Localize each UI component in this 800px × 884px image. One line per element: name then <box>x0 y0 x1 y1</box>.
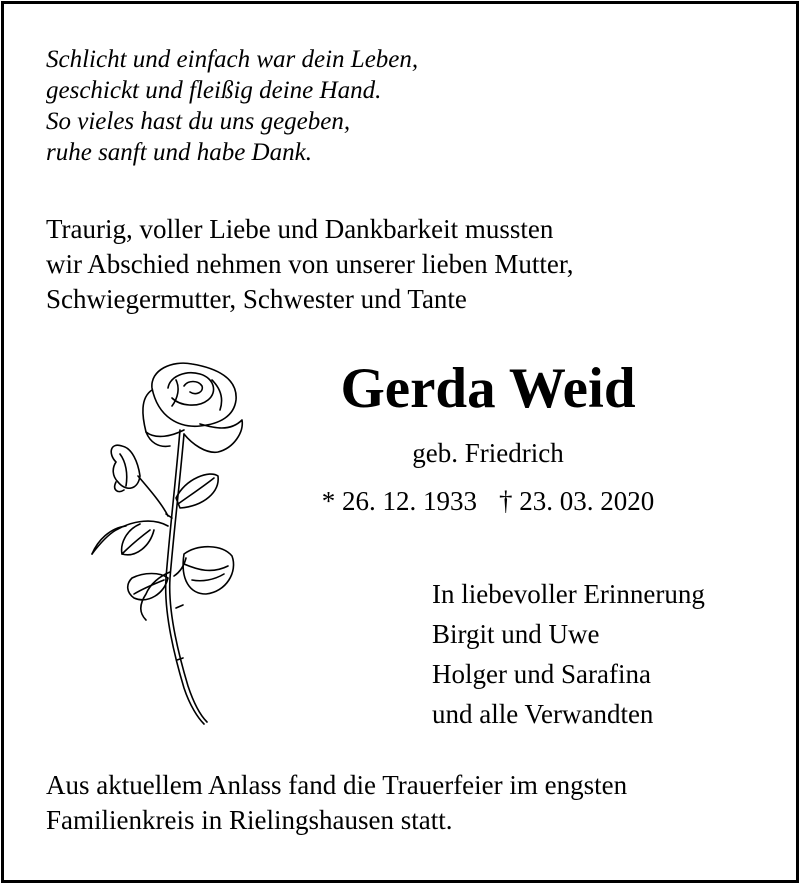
poem-line: Schlicht und einfach war dein Leben, <box>46 46 419 73</box>
maiden-name: geb. Friedrich <box>412 438 564 468</box>
death-date: † 23. 03. 2020 <box>499 486 655 516</box>
mourner-line: Birgit und Uwe <box>432 619 600 649</box>
deceased-name: Gerda Weid <box>340 357 636 420</box>
mourner-line: Holger und Sarafina <box>432 659 651 689</box>
note-line: Familienkreis in Rielingshausen statt. <box>46 805 453 835</box>
intro-line: Schwiegermutter, Schwester und Tante <box>46 284 467 314</box>
poem-line: ruhe sanft und habe Dank. <box>46 139 312 166</box>
rose-illustration-icon <box>80 358 260 730</box>
funeral-note <box>46 768 627 838</box>
intro-line: wir Abschied nehmen von unserer lieben Mutter, <box>46 249 574 279</box>
poem-line: geschickt und fleißig deine Hand. <box>46 77 382 104</box>
note-line: Aus aktuellem Anlass fand die Trauerfeier im engsten <box>46 770 628 800</box>
intro-line: Traurig, voller Liebe und Dankbarkeit mussten <box>46 214 554 244</box>
poem <box>46 44 418 168</box>
life-dates <box>288 484 688 518</box>
intro-text <box>46 212 574 317</box>
mourner-line: und alle Verwandten <box>432 699 654 729</box>
mourners <box>432 574 705 734</box>
mourner-line: In liebevoller Erinnerung <box>432 579 705 609</box>
birth-date: * 26. 12. 1933 <box>321 486 477 516</box>
poem-line: So vieles hast du uns gegeben, <box>46 108 351 135</box>
